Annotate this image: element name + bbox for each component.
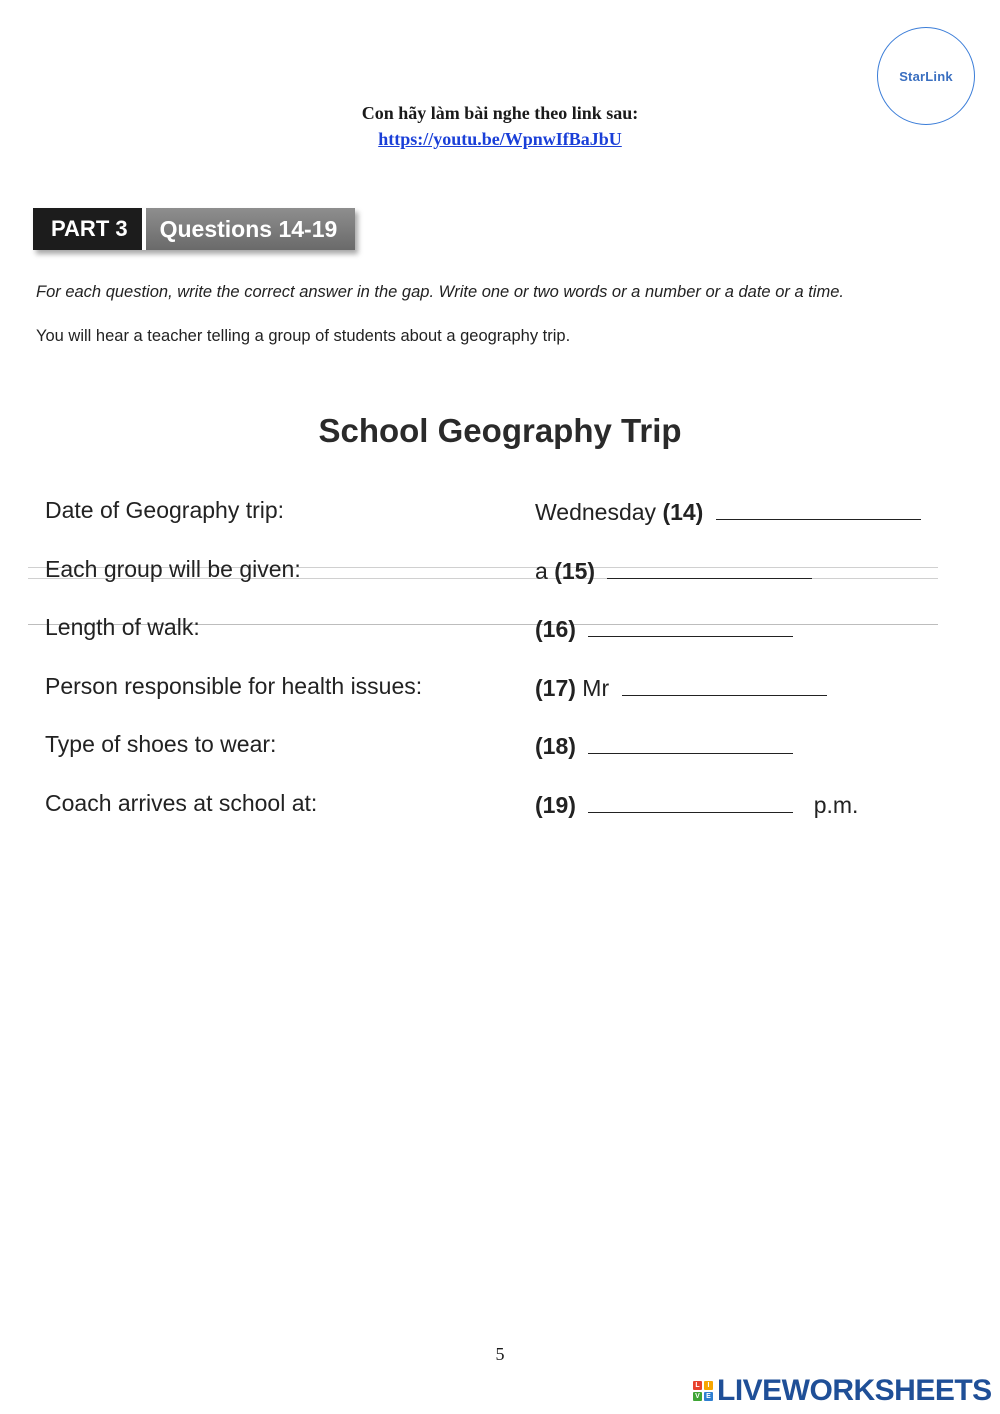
part-label: PART 3 — [33, 208, 142, 250]
icon-letter: L — [693, 1381, 702, 1390]
row-label: Coach arrives at school at: — [45, 790, 318, 816]
row-answer — [535, 497, 921, 526]
answer-gap-17[interactable] — [622, 673, 827, 696]
part-header — [33, 208, 355, 250]
instruction-gap: For each question, write the correct answer in the gap. Write one or two words or a number or a date or a time. — [36, 283, 844, 301]
page-number: 5 — [495, 1344, 505, 1364]
question-number: (17) — [535, 675, 576, 701]
answer-gap-15[interactable] — [607, 556, 812, 579]
answer-gap-18[interactable] — [588, 731, 793, 754]
question-number: (18) — [535, 733, 576, 759]
icon-letter: V — [693, 1392, 702, 1401]
instruction-context: You will hear a teacher telling a group of students about a geography trip. — [36, 327, 571, 345]
listening-link[interactable]: https://youtu.be/WpnwIfBaJbU — [378, 129, 622, 149]
row-prefix: Wednesday — [535, 499, 657, 525]
liveworksheets-brand — [693, 1374, 992, 1408]
intro-line: Con hãy làm bài nghe theo link sau: — [361, 103, 639, 123]
row-answer — [535, 790, 858, 819]
trip-row-15 — [0, 556, 1000, 596]
trip-row-16 — [0, 614, 1000, 654]
question-number: (19) — [535, 792, 576, 818]
row-label: Person responsible for health issues: — [45, 673, 423, 699]
row-prefix: a — [535, 558, 548, 584]
answer-gap-19[interactable] — [588, 790, 793, 813]
answer-gap-14[interactable] — [716, 497, 921, 520]
row-answer — [535, 556, 812, 585]
trip-row-19 — [0, 790, 1000, 830]
row-label: Each group will be given: — [45, 556, 301, 582]
icon-letter: E — [704, 1392, 713, 1401]
trip-title: School Geography Trip — [318, 412, 682, 449]
question-number: (15) — [554, 558, 596, 584]
part-questions: Questions 14-19 — [146, 208, 356, 250]
row-suffix: p.m. — [813, 792, 859, 818]
intro-block — [0, 100, 1000, 152]
brand-text: LIVEWORKSHEETS — [717, 1374, 992, 1407]
question-number: (14) — [662, 499, 704, 525]
question-number: (16) — [535, 616, 576, 642]
trip-row-17 — [0, 673, 1000, 713]
row-after-number: Mr — [582, 675, 610, 701]
row-answer — [535, 731, 793, 760]
row-answer — [535, 614, 793, 643]
trip-row-14 — [0, 497, 1000, 537]
liveworksheets-icon — [693, 1381, 713, 1401]
logo-text: StarLink — [899, 68, 953, 84]
row-label: Date of Geography trip: — [45, 497, 285, 523]
trip-row-18 — [0, 731, 1000, 771]
answer-gap-16[interactable] — [588, 614, 793, 637]
row-label: Length of walk: — [45, 614, 200, 640]
row-answer — [535, 673, 827, 702]
row-label: Type of shoes to wear: — [45, 731, 277, 757]
icon-letter: I — [704, 1381, 713, 1390]
